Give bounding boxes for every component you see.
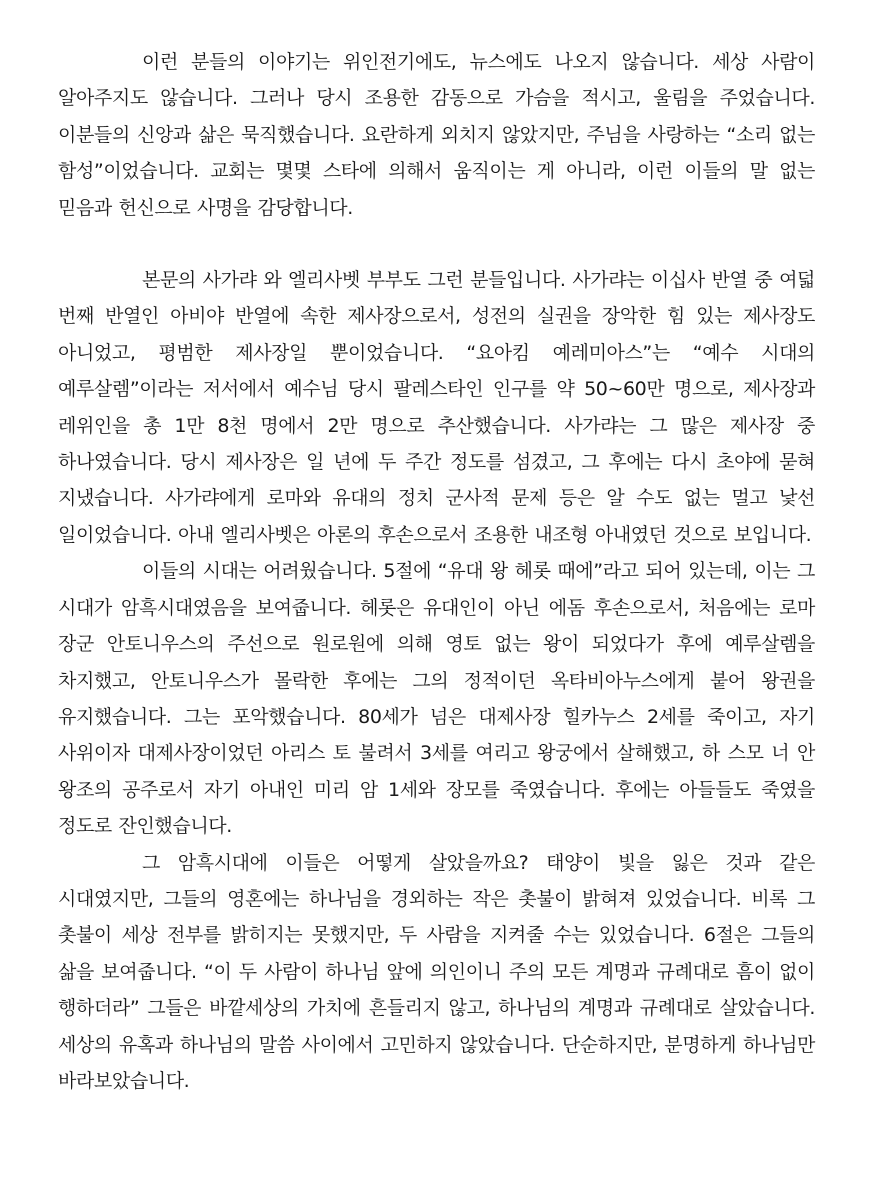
paragraph-3: 이들의 시대는 어려웠습니다. 5절에 “유대 왕 헤롯 때에”라고 되어 있는데, 이는 그 시대가 암흑시대였음을 보여줍니다. 헤롯은 유대인이 아닌 에돔 후손으로서, 처음에는 로마 장군 안토니우스의 주선으로 원로원에 의해 영토 없는 왕이 되었다가 후에 예루살렘을 차지했고, 안토니우스가 몰락한 후에는 그의 정적이던 옥타비아누스에게 붙어 왕권을 유지했습니다. 그는 포악했습니다. 80세가 넘은 대제사장 힐카누스 2세를 죽이고, 자기 사위이자 대제사장이었던 아리스 토 불려서 3세를 여리고 왕궁에서 살해했고, 하 스모 너 안 왕조의 공주로서 자기 아내인 미리 암 1세와 장모를 죽였습니다. 후에는 아들들도 죽였을 정도로 잔인했습니다. <box>58 560 815 838</box>
paragraph-1: 이런 분들의 이야기는 위인전기에도, 뉴스에도 나오지 않습니다. 세상 사람이 알아주지도 않습니다. 그러나 당시 조용한 감동으로 가슴을 적시고, 울림을 주었습니다. 이분들의 신앙과 삶은 묵직했습니다. 요란하게 외치지 않았지만, 주님을 사랑하는 “소리 없는 함성”이었습니다. 교회는 몇몇 스타에 의해서 움직이는 게 아니라, 이런 이들의 말 없는 믿음과 헌신으로 사명을 감당합니다. <box>58 51 815 219</box>
paragraph-4: 그 암흑시대에 이들은 어떻게 살았을까요? 태양이 빛을 잃은 것과 같은 시대였지만, 그들의 영혼에는 하나님을 경외하는 작은 촛불이 밝혀져 있었습니다. 비록 그 촛불이 세상 전부를 밝히지는 못했지만, 두 사람을 지켜줄 수는 있었습니다. 6절은 그들의 삶을 보여줍니다. “이 두 사람이 하나님 앞에 의인이니 주의 모든 계명과 규례대로 흠이 없이 행하더라” 그들은 바깥세상의 가치에 흔들리지 않고, 하나님의 계명과 규례대로 살았습니다. 세상의 유혹과 하나님의 말씀 사이에서 고민하지 않았습니다. 단순하지만, 분명하게 하나님만 바라보았습니다. <box>58 851 815 1092</box>
paragraph-2: 본문의 사가랴 와 엘리사벳 부부도 그런 분들입니다. 사가랴는 이십사 반열 중 여덟 번째 반열인 아비야 반열에 속한 제사장으로서, 성전의 실권을 장악한 힘 있는 제사장도 아니었고, 평범한 제사장일 뿐이었습니다. “요아킴 예레미아스”는 “예수 시대의 예루살렘”이라는 저서에서 예수님 당시 팔레스타인 인구를 약 50~60만 명으로, 제사장과 레위인을 총 1만 8천 명에서 2만 명으로 추산했습니다. 사가랴는 그 많은 제사장 중 하나였습니다. 당시 제사장은 일 년에 두 주간 정도를 섬겼고, 그 후에는 다시 초야에 묻혀 지냈습니다. 사가랴에게 로마와 유대의 정치 군사적 문제 등은 알 수도 없는 멀고 낯선 일이었습니다. 아내 엘리사벳은 아론의 후손으로서 조용한 내조형 아내였던 것으로 보입니다. <box>58 269 815 546</box>
